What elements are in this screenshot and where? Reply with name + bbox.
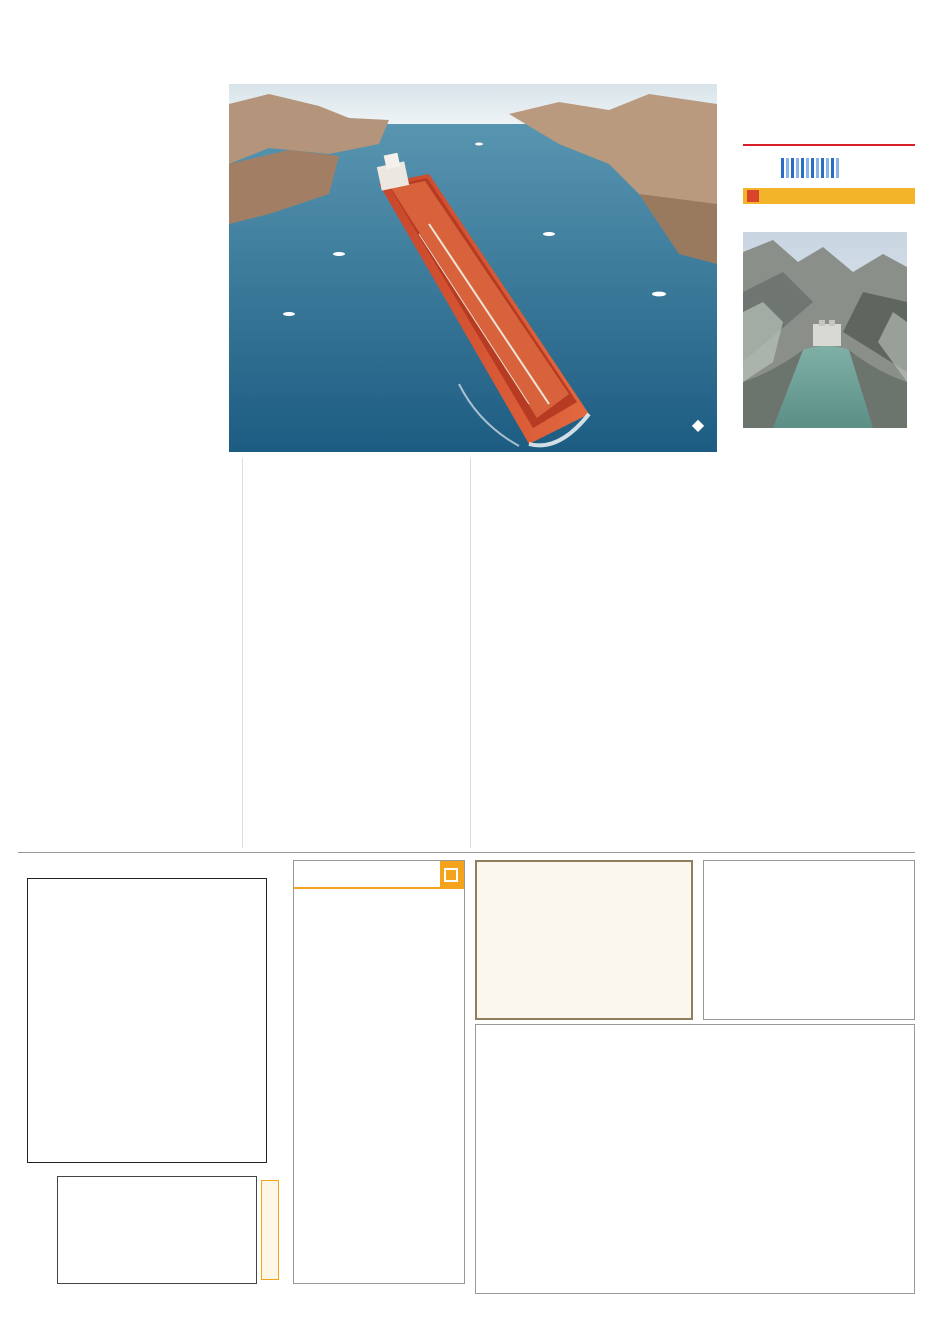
column-label-icon [747,190,759,202]
bottom-divider [18,852,915,853]
barcode-icon [779,158,839,178]
crossword-icon [440,861,464,887]
previous-solution [21,1176,283,1288]
masthead [743,30,915,150]
diamond-icon: ◆ [691,415,705,434]
column-label-bar [743,188,915,204]
column-divider [470,458,471,848]
crossword-grid [21,864,283,1164]
article-column-1 [475,458,715,848]
dam-photo [743,232,907,428]
across-clues [382,893,460,894]
crossword-board[interactable] [27,878,267,1163]
article-column-3 [23,458,237,848]
sidebar-headline[interactable] [743,206,915,218]
solution-board [57,1176,257,1284]
sidebar-article-body [743,432,915,434]
newspaper-logo[interactable] [743,34,911,114]
newspaper-ad[interactable] [475,860,693,1020]
registry-notice [703,860,915,1020]
legal-notice [475,1024,915,1294]
section-header [743,150,915,186]
column-divider [242,458,243,848]
down-clues [298,893,376,894]
crossword-section [19,860,465,1300]
solution-label [261,1180,279,1280]
crossword-header [294,861,464,889]
column-numbers [27,864,267,878]
article-column-2 [249,458,463,848]
masthead-divider [743,144,915,146]
tanker-photo [229,84,717,452]
crossword-clues [293,860,465,1284]
